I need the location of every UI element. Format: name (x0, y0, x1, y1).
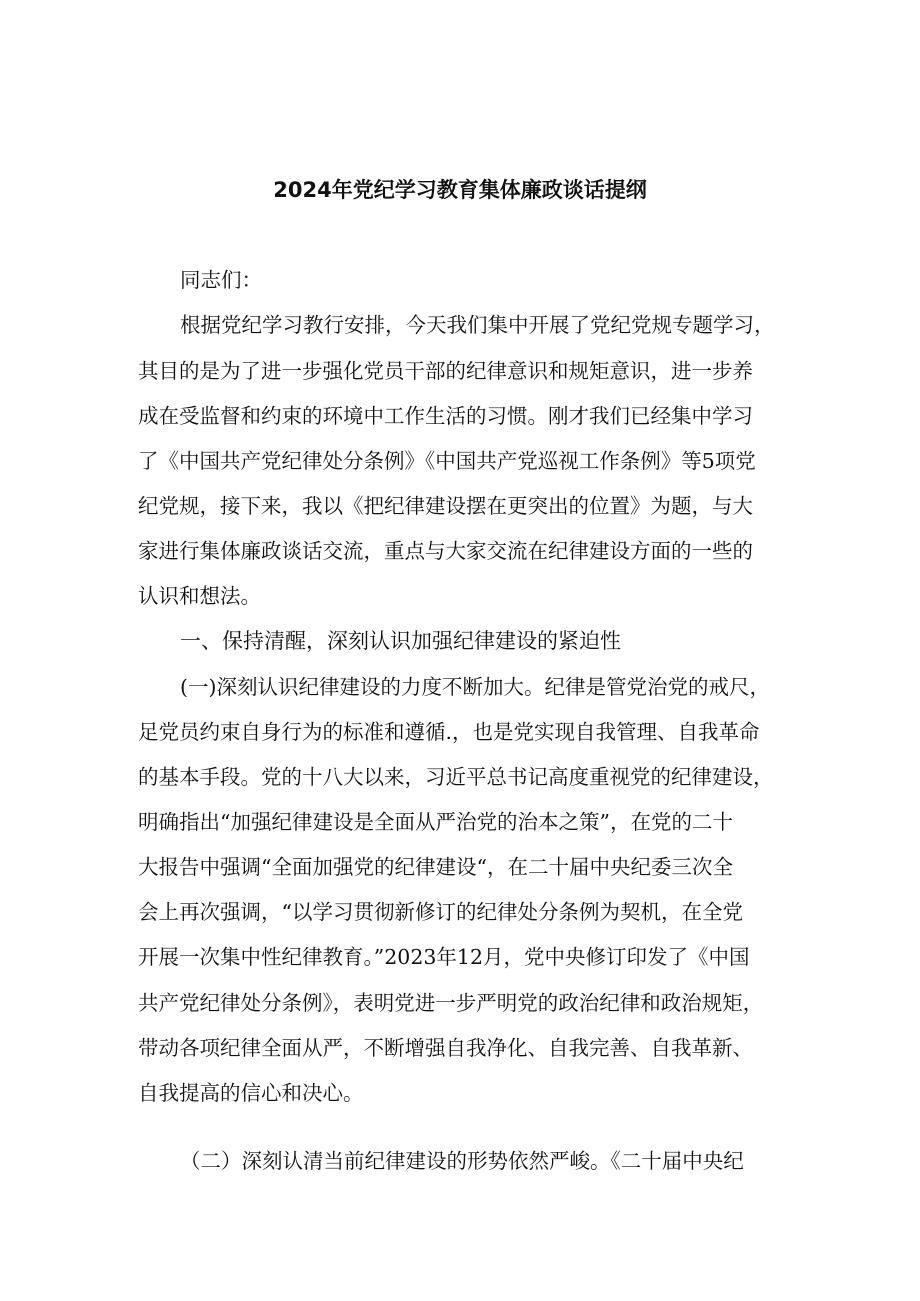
paragraph-line: 自我提高的信心和决心。 (138, 1081, 364, 1105)
paragraph-line: 共产党纪律处分条例》，表明党进一步严明党的政治纪律和政治规矩， (138, 991, 764, 1015)
section-heading: 一、保持清醒，深刻认识加强纪律建设的紧迫性 (180, 629, 621, 653)
paragraph-line: 足党员约束自身行为的标准和遵循.，也是党实现自我管理、自我革命 (138, 720, 760, 744)
paragraph-line: (一)深刻认识纪律建设的力度不断加大。纪律是管党治党的戒尺， (180, 675, 770, 699)
paragraph-line: 会上再次强调，“以学习贯彻新修订的纪律处分条例为契机，在全党 (138, 900, 743, 924)
paragraph-line: 了《中国共产党纪律处分条例》《中国共产党巡视工作条例》等5项党 (138, 449, 756, 473)
paragraph-line: 认识和想法。 (138, 584, 261, 608)
salutation: 同志们： (180, 268, 262, 292)
paragraph-line: 成在受监督和约束的环境中工作生活的习惯。刚才我们已经集中学习 (138, 404, 753, 428)
paragraph-line: 明确指出“加强纪律建设是全面从严治党的治本之策”，在党的二十 (138, 810, 733, 834)
paragraph-line: 开展一次集中性纪律教育。”2023年12月，党中央修订印发了《中国 (138, 945, 750, 969)
paragraph-line: （二）深刻认清当前纪律建设的形势依然严峻。《二十届中央纪 (180, 1149, 744, 1173)
paragraph-line: 家进行集体廉政谈话交流，重点与大家交流在纪律建设方面的一些的 (138, 539, 753, 563)
paragraph-line: 根据党纪学习教行安排，今天我们集中开展了党纪党规专题学习， (180, 313, 775, 337)
paragraph-line: 其目的是为了进一步强化党员干部的纪律意识和规矩意识，进一步养 (138, 359, 753, 383)
paragraph-line: 带动各项纪律全面从严，不断增强自我净化、自我完善、自我革新、 (138, 1036, 753, 1060)
document-title: 2024年党纪学习教育集体廉政谈话提纲 (273, 178, 647, 202)
paragraph-line: 大报告中强调“全面加强党的纪律建设“，在二十届中央纪委三次全 (138, 855, 733, 879)
paragraph-line: 的基本手段。党的十八大以来，习近平总书记高度重视党的纪律建设， (138, 765, 774, 789)
paragraph-line: 纪党规，接下来，我以《把纪律建设摆在更突出的位置》为题，与大 (138, 494, 753, 518)
